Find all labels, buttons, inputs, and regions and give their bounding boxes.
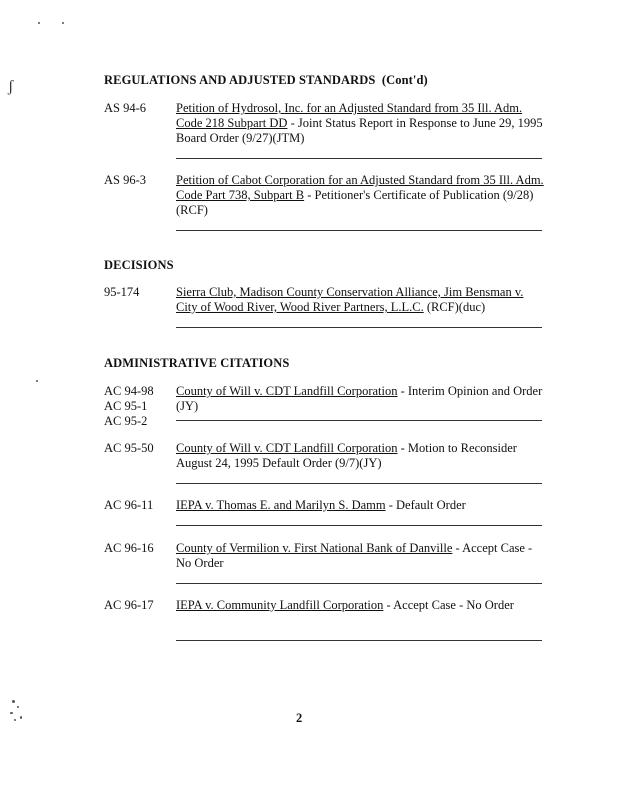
- case-description: - Accept Case - No Order: [176, 541, 533, 570]
- scan-speck: [20, 716, 22, 719]
- heading-regulations-text: REGULATIONS AND ADJUSTED STANDARDS: [104, 73, 376, 87]
- docket-number: AC 95-1: [104, 399, 148, 413]
- scan-speck: [62, 22, 64, 24]
- entry-body: [176, 598, 544, 613]
- case-description: - Interim Opinion and Order (JY): [176, 384, 543, 413]
- docket-number: AS 94-6: [104, 101, 147, 115]
- divider: [176, 483, 542, 484]
- scan-speck: [10, 712, 13, 714]
- docket-number: AC 95-2: [104, 414, 148, 428]
- scan-speck: [14, 719, 16, 721]
- entry-number: [104, 285, 174, 300]
- heading-decisions: DECISIONS: [104, 258, 174, 272]
- divider: [176, 525, 542, 526]
- entry-number: [104, 598, 174, 613]
- entry-body: [176, 285, 544, 315]
- case-description: - Petitioner's Certificate of Publication (9/28)(RCF): [176, 188, 534, 217]
- case-description: - Accept Case - No Order: [383, 598, 514, 612]
- divider: [176, 327, 542, 328]
- case-title: County of Vermilion v. First National Bank of Danville: [176, 541, 453, 555]
- heading-administrative-citations: ADMINISTRATIVE CITATIONS: [104, 356, 290, 370]
- docket-number: 95-174: [104, 285, 140, 299]
- divider: [176, 420, 542, 421]
- docket-number: AC 96-16: [104, 541, 154, 555]
- case-title: County of Will v. CDT Landfill Corporation: [176, 384, 398, 398]
- entry-body: [176, 498, 544, 513]
- entry-body: [176, 384, 544, 414]
- scan-speck: [38, 22, 40, 24]
- scan-speck: [17, 706, 19, 708]
- case-description: - Joint Status Report in Response to June 29, 1995 Board Order (9/27)(JTM): [176, 116, 543, 145]
- page-number: 2: [296, 711, 303, 725]
- entry-body: [176, 441, 544, 471]
- docket-number: AC 96-17: [104, 598, 154, 612]
- docket-number: AC 94-98: [104, 384, 154, 398]
- case-title: Sierra Club, Madison County Conservation Alliance, Jim Bensman v. City of Wood River, Wood River Partners, L.L.C.: [176, 285, 524, 314]
- heading-regulations: [104, 73, 428, 88]
- case-title: IEPA v. Thomas E. and Marilyn S. Damm: [176, 498, 386, 512]
- entry-body: [176, 101, 544, 146]
- docket-number: AC 96-11: [104, 498, 154, 512]
- entry-number: [104, 441, 174, 456]
- entry-body: [176, 173, 544, 218]
- divider: [176, 230, 542, 231]
- case-description: - Motion to Reconsider August 24, 1995 Default Order (9/7)(JY): [176, 441, 517, 470]
- scan-speck: [12, 700, 15, 703]
- entry-number: [104, 541, 174, 556]
- divider: [176, 640, 542, 641]
- entry-numbers: [104, 384, 174, 429]
- case-title: County of Will v. CDT Landfill Corporation: [176, 441, 398, 455]
- case-description: - Default Order: [385, 498, 466, 512]
- entry-number: [104, 101, 174, 116]
- scan-speck: [36, 380, 38, 382]
- margin-mark: ʃ: [8, 78, 14, 95]
- docket-number: AC 95-50: [104, 441, 154, 455]
- entry-body: [176, 541, 544, 571]
- heading-regulations-cont: (Cont'd): [381, 73, 428, 87]
- divider: [176, 158, 542, 159]
- docket-number: AS 96-3: [104, 173, 147, 187]
- case-title: Petition of Hydrosol, Inc. for an Adjusted Standard from 35 Ill. Adm. Code 218 Subpart DD: [176, 101, 523, 130]
- case-title: IEPA v. Community Landfill Corporation: [176, 598, 384, 612]
- divider: [176, 583, 542, 584]
- entry-number: [104, 173, 174, 188]
- entry-number: [104, 498, 174, 513]
- case-title: Petition of Cabot Corporation for an Adjusted Standard from 35 Ill. Adm. Code Part 738, Subpart B: [176, 173, 544, 202]
- case-description: (RCF)(duc): [423, 300, 486, 314]
